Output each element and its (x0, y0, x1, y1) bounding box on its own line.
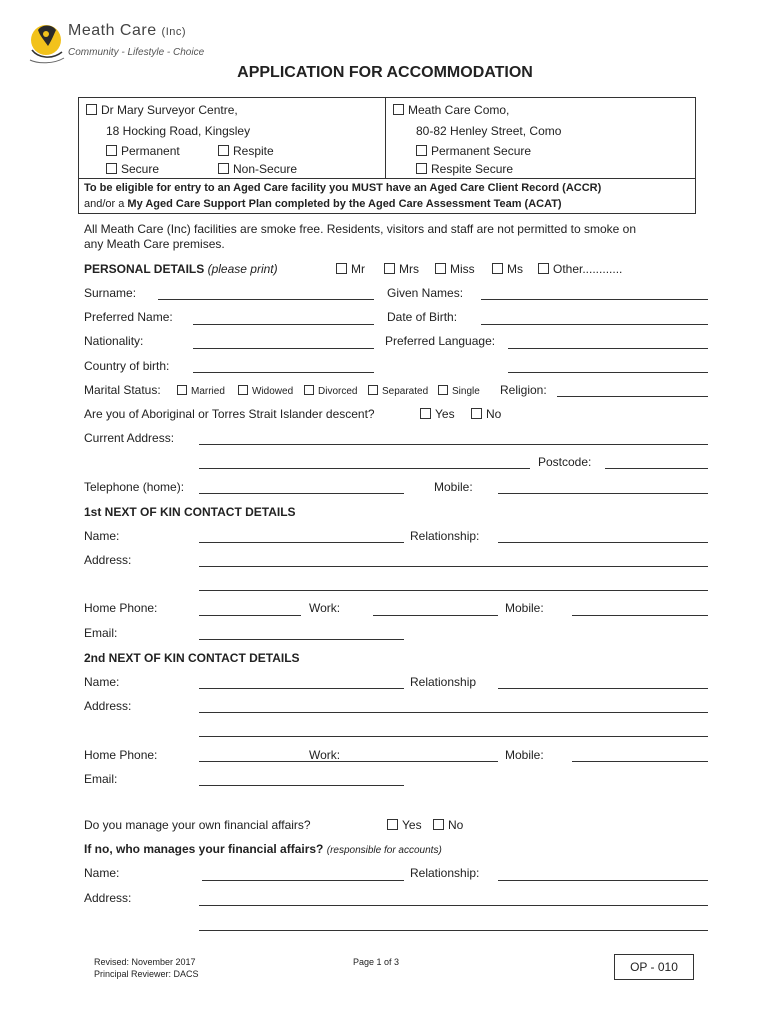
telephone-home-label: Telephone (home): (84, 480, 185, 494)
kin2-work-label: Work: (309, 748, 341, 762)
country-of-birth-field-extra[interactable] (508, 372, 708, 373)
current-address-label: Current Address: (84, 431, 175, 445)
ms-checkbox[interactable] (492, 263, 503, 274)
kin2-email-field[interactable] (199, 785, 404, 786)
logo-tagline: Community - Lifestyle - Choice (68, 47, 205, 58)
aboriginal-no[interactable]: No (471, 407, 501, 421)
given-names-label: Given Names: (387, 286, 464, 300)
financial-address-label: Address: (84, 891, 132, 905)
title-other[interactable]: Other............ (538, 262, 622, 276)
dob-field[interactable] (481, 324, 708, 325)
kin2-address-field-2[interactable] (199, 736, 708, 737)
miss-checkbox[interactable] (435, 263, 446, 274)
religion-label: Religion: (500, 383, 547, 397)
preferred-language-field[interactable] (508, 348, 708, 349)
footer-page-number: Page 1 of 3 (353, 957, 400, 967)
kin1-address-field-2[interactable] (199, 590, 708, 591)
kin1-mobile-label: Mobile: (505, 601, 544, 615)
meath-care-emblem-icon (26, 20, 70, 66)
nationality-label: Nationality: (84, 334, 144, 348)
current-address-field-1[interactable] (199, 444, 708, 445)
divorced-checkbox[interactable] (304, 385, 314, 395)
title-miss[interactable]: Miss (435, 262, 475, 276)
page-title: APPLICATION FOR ACCOMMODATION (237, 64, 533, 81)
secure-checkbox[interactable] (106, 163, 117, 174)
kin1-address-label: Address: (84, 553, 132, 567)
permanent-checkbox[interactable] (106, 145, 117, 156)
marital-separated[interactable]: Separated (368, 385, 428, 399)
financial-name-label: Name: (84, 866, 120, 880)
kin1-name-field[interactable] (199, 542, 404, 543)
title-mrs[interactable]: Mrs (384, 262, 419, 276)
kin1-relationship-label: Relationship: (410, 529, 480, 543)
financial-question: Do you manage your own financial affairs? (84, 818, 311, 832)
footer-revised: Revised: November 2017 (94, 957, 196, 967)
married-checkbox[interactable] (177, 385, 187, 395)
nationality-field[interactable] (193, 348, 374, 349)
marital-single[interactable]: Single (438, 385, 480, 399)
facility-left[interactable]: Dr Mary Surveyor Centre, (86, 103, 238, 117)
separated-checkbox[interactable] (368, 385, 378, 395)
preferred-language-label: Preferred Language: (385, 334, 496, 348)
country-of-birth-field[interactable] (193, 372, 374, 373)
preferred-name-label: Preferred Name: (84, 310, 173, 324)
mr-checkbox[interactable] (336, 263, 347, 274)
kin2-name-field[interactable] (199, 688, 404, 689)
facility-left-checkbox[interactable] (86, 104, 97, 115)
kin1-address-field-1[interactable] (199, 566, 708, 567)
financial-yes-checkbox[interactable] (387, 819, 398, 830)
respite-secure-checkbox[interactable] (416, 163, 427, 174)
option-permanent-secure[interactable]: Permanent Secure (416, 144, 531, 158)
aboriginal-yes-checkbox[interactable] (420, 408, 431, 419)
kin1-name-label: Name: (84, 529, 120, 543)
aboriginal-yes[interactable]: Yes (420, 407, 455, 421)
form-code: OP - 010 (630, 960, 678, 974)
financial-relationship-label: Relationship: (410, 866, 480, 880)
financial-address-field-1[interactable] (199, 905, 708, 906)
kin1-work-field[interactable] (373, 615, 498, 616)
eligibility-line-2: and/or a My Aged Care Support Plan completed by the Aged Care Assessment Team (ACAT) (84, 198, 562, 210)
preferred-name-field[interactable] (193, 324, 374, 325)
title-ms[interactable]: Ms (492, 262, 523, 276)
kin1-home-phone-label: Home Phone: (84, 601, 158, 615)
country-of-birth-label: Country of birth: (84, 359, 170, 373)
dob-label: Date of Birth: (387, 310, 458, 324)
current-address-field-2[interactable] (199, 468, 530, 469)
logo (26, 20, 205, 68)
logo-name: Meath Care (Inc) (68, 22, 187, 39)
kin2-relationship-field[interactable] (498, 688, 708, 689)
kin2-address-label: Address: (84, 699, 132, 713)
surname-field[interactable] (158, 299, 374, 300)
kin1-email-field[interactable] (199, 639, 404, 640)
facility-left-address: 18 Hocking Road, Kingsley (106, 124, 251, 138)
financial-if-no: If no, who manages your financial affairs? (responsible for accounts) (84, 842, 442, 856)
kin2-relationship-label: Relationship (410, 675, 477, 689)
eligibility-line-1: To be eligible for entry to an Aged Care facility you MUST have an Aged Care Client Record (ACCR) (84, 182, 602, 194)
kin1-home-phone-field[interactable] (199, 615, 301, 616)
marital-divorced[interactable]: Divorced (304, 385, 357, 399)
facility-right[interactable]: Meath Care Como, (393, 103, 509, 117)
aboriginal-question: Are you of Aboriginal or Torres Strait Islander descent? (84, 407, 375, 421)
financial-name-field[interactable] (202, 880, 404, 881)
option-permanent[interactable]: Permanent (106, 144, 180, 158)
kin2-home-phone-label: Home Phone: (84, 748, 158, 762)
title-mr[interactable]: Mr (336, 262, 365, 276)
financial-address-field-2[interactable] (199, 930, 708, 931)
mobile-field[interactable] (498, 493, 708, 494)
smoke-notice-line-2: any Meath Care premises. (84, 237, 225, 251)
telephone-home-field[interactable] (199, 493, 404, 494)
kin2-email-label: Email: (84, 772, 118, 786)
surname-label: Surname: (84, 286, 137, 300)
marital-widowed[interactable]: Widowed (238, 385, 293, 399)
kin2-mobile-field[interactable] (572, 761, 708, 762)
kin1-mobile-field[interactable] (572, 615, 708, 616)
aboriginal-no-checkbox[interactable] (471, 408, 482, 419)
footer-reviewer: Principal Reviewer: DACS (94, 969, 199, 979)
personal-details-heading: PERSONAL DETAILS (please print) (84, 262, 278, 276)
postcode-label: Postcode: (538, 455, 592, 469)
financial-no[interactable]: No (433, 818, 463, 832)
option-non-secure[interactable]: Non-Secure (218, 162, 297, 176)
option-respite-secure[interactable]: Respite Secure (416, 162, 513, 176)
kin1-relationship-field[interactable] (498, 542, 708, 543)
non-secure-checkbox[interactable] (218, 163, 229, 174)
financial-relationship-field[interactable] (498, 880, 708, 881)
mobile-label: Mobile: (434, 480, 473, 494)
kin2-name-label: Name: (84, 675, 120, 689)
kin2-heading: 2nd NEXT OF KIN CONTACT DETAILS (84, 651, 300, 665)
marital-married[interactable]: Married (177, 385, 225, 399)
permanent-secure-checkbox[interactable] (416, 145, 427, 156)
option-respite[interactable]: Respite (218, 144, 274, 158)
mrs-checkbox[interactable] (384, 263, 395, 274)
kin2-address-field-1[interactable] (199, 712, 708, 713)
postcode-field[interactable] (605, 468, 708, 469)
financial-yes[interactable]: Yes (387, 818, 422, 832)
smoke-notice-line-1: All Meath Care (Inc) facilities are smoke free. Residents, visitors and staff are not permitted to smoke on (84, 222, 637, 236)
kin2-mobile-label: Mobile: (505, 748, 544, 762)
option-secure[interactable]: Secure (106, 162, 159, 176)
kin2-phone-work-field[interactable] (199, 761, 498, 762)
given-names-field[interactable] (481, 299, 708, 300)
respite-checkbox[interactable] (218, 145, 229, 156)
marital-status-label: Marital Status: (84, 383, 161, 397)
kin1-heading: 1st NEXT OF KIN CONTACT DETAILS (84, 505, 296, 519)
facility-right-address: 80-82 Henley Street, Como (416, 124, 562, 138)
single-checkbox[interactable] (438, 385, 448, 395)
other-checkbox[interactable] (538, 263, 549, 274)
widowed-checkbox[interactable] (238, 385, 248, 395)
religion-field[interactable] (557, 396, 708, 397)
facility-right-checkbox[interactable] (393, 104, 404, 115)
kin1-work-label: Work: (309, 601, 341, 615)
financial-no-checkbox[interactable] (433, 819, 444, 830)
kin1-email-label: Email: (84, 626, 118, 640)
